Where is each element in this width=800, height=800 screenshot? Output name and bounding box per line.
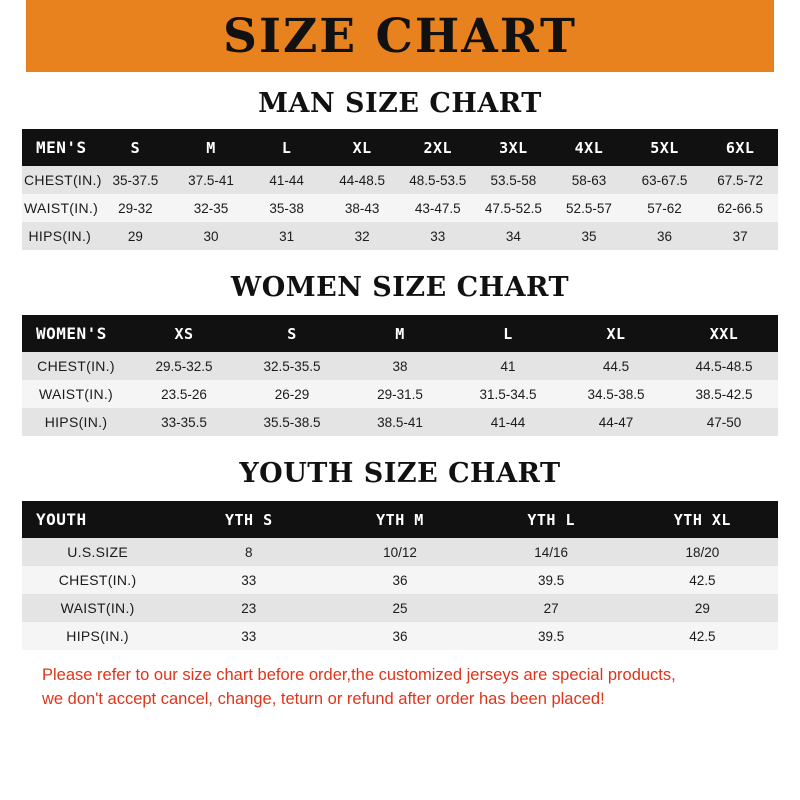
banner: [0, 0, 800, 72]
page-title: SIZE CHART: [223, 8, 577, 64]
table-cell: 44-47: [598, 414, 634, 430]
table-cell: 35: [581, 228, 597, 244]
table-cell: 33-35.5: [161, 414, 207, 430]
table-cell: 29: [694, 600, 710, 616]
table-cell: 38-43: [344, 200, 380, 216]
column-header: 6XL: [725, 138, 755, 157]
table-cell: 44.5-48.5: [695, 358, 753, 374]
table-header-row: [22, 315, 778, 352]
table-cell: 30: [203, 228, 219, 244]
table-cell: 47-50: [706, 414, 742, 430]
footer-note-line-2: we don't accept cancel, change, teturn or refund after order has been placed!: [42, 689, 605, 708]
youth-size-table: [22, 501, 778, 650]
section-title-men: MAN SIZE CHART: [258, 88, 542, 119]
men-table-body: [22, 166, 778, 250]
row-label: WAIST(IN.): [60, 600, 135, 616]
row-label: HIPS(IN.): [44, 414, 108, 430]
women-size-table: [22, 315, 778, 436]
table-cell: 36: [392, 628, 408, 644]
section-title-youth: YOUTH SIZE CHART: [239, 458, 561, 489]
table-cell: 29-31.5: [377, 386, 423, 402]
content: [0, 88, 800, 712]
column-header: XS: [174, 324, 194, 343]
column-header: M: [395, 324, 405, 343]
section-title-women: WOMEN SIZE CHART: [230, 272, 570, 303]
table-cell: 33: [241, 572, 257, 588]
table-cell: 57-62: [647, 200, 682, 216]
table-cell: 26-29: [274, 386, 310, 402]
column-header: XL: [352, 138, 372, 157]
women-table-body: [22, 352, 778, 436]
table-cell: 39.5: [538, 628, 565, 644]
table-cell: 63-67.5: [641, 172, 688, 188]
table-cell: 29-32: [118, 200, 153, 216]
table-cell: 53.5-58: [490, 172, 537, 188]
row-label: WAIST(IN.): [38, 386, 114, 402]
table-cell: 23.5-26: [161, 386, 207, 402]
table-cell: 48.5-53.5: [409, 172, 467, 188]
table-cell: 47.5-52.5: [484, 200, 542, 216]
table-cell: 33: [241, 628, 257, 644]
table-row: [22, 408, 778, 436]
table-cell: 58-63: [571, 172, 607, 188]
table-cell: 35.5-38.5: [263, 414, 321, 430]
column-header: L: [503, 324, 513, 343]
table-cell: 41-44: [269, 172, 304, 188]
table-cell: 25: [392, 600, 408, 616]
column-header: XXL: [709, 324, 739, 343]
table-row: [22, 622, 778, 650]
table-cell: 29.5-32.5: [155, 358, 213, 374]
table-cell: 35-37.5: [112, 172, 159, 188]
table-header-row: [22, 129, 778, 166]
table-cell: 35-38: [269, 200, 304, 216]
table-cell: 67.5-72: [717, 172, 764, 188]
footer-note-line-1: Please refer to our size chart before order,the customized jerseys are special products,: [42, 666, 676, 684]
column-header: YOUTH: [36, 510, 87, 529]
table-row: [22, 538, 778, 566]
table-cell: 39.5: [538, 572, 565, 588]
table-cell: 36: [657, 228, 673, 244]
table-cell: 44-48.5: [339, 172, 386, 188]
table-cell: 34: [505, 228, 521, 244]
table-row: [22, 166, 778, 194]
table-cell: 52.5-57: [566, 200, 612, 216]
table-cell: 32-35: [193, 200, 229, 216]
table-row: [22, 594, 778, 622]
row-label: HIPS(IN.): [66, 628, 129, 644]
column-header: YTH XL: [673, 510, 731, 529]
table-cell: 41: [500, 358, 516, 374]
men-table-header: [22, 129, 778, 166]
table-cell: 62-66.5: [717, 200, 764, 216]
table-cell: 38.5-42.5: [695, 386, 753, 402]
table-cell: 29: [127, 228, 143, 244]
row-label: CHEST(IN.): [37, 358, 115, 374]
column-header: 5XL: [650, 138, 679, 157]
column-header: S: [130, 138, 141, 157]
women-table-header: [22, 315, 778, 352]
column-header: YTH M: [376, 510, 424, 529]
footer-note: [42, 664, 758, 712]
table-cell: 8: [245, 544, 253, 560]
table-row: [22, 566, 778, 594]
table-cell: 36: [392, 572, 408, 588]
row-label: WAIST(IN.): [24, 200, 99, 216]
table-header-row: [22, 501, 778, 538]
column-header: YTH S: [224, 510, 273, 529]
table-cell: 32: [354, 228, 370, 244]
row-label: HIPS(IN.): [28, 228, 92, 244]
row-label: CHEST(IN.): [58, 572, 137, 588]
column-header: 3XL: [499, 138, 528, 157]
row-label: CHEST(IN.): [24, 172, 102, 188]
table-cell: 43-47.5: [414, 200, 461, 216]
youth-table-body: [22, 538, 778, 650]
table-cell: 10/12: [383, 544, 417, 560]
table-row: [22, 222, 778, 250]
table-cell: 33: [430, 228, 446, 244]
table-cell: 31.5-34.5: [479, 386, 537, 402]
table-cell: 31: [279, 228, 295, 244]
table-row: [22, 194, 778, 222]
table-cell: 44.5: [602, 358, 630, 374]
men-size-table: [22, 129, 778, 250]
table-cell: 42.5: [689, 572, 716, 588]
table-cell: 38: [392, 358, 408, 374]
column-header: YTH L: [527, 510, 575, 529]
column-header: L: [281, 138, 292, 157]
table-row: [22, 380, 778, 408]
table-row: [22, 352, 778, 380]
table-cell: 41-44: [490, 414, 526, 430]
table-cell: 18/20: [685, 544, 720, 560]
column-header: M: [206, 138, 216, 157]
table-cell: 34.5-38.5: [587, 386, 645, 402]
column-header: S: [287, 324, 297, 343]
table-cell: 14/16: [534, 544, 569, 560]
youth-table-header: [22, 501, 778, 538]
column-header: 4XL: [574, 138, 604, 157]
column-header: WOMEN'S: [36, 324, 107, 343]
row-label: U.S.SIZE: [67, 544, 128, 560]
table-cell: 23: [241, 600, 257, 616]
table-cell: 38.5-41: [377, 414, 423, 430]
column-header: 2XL: [423, 138, 453, 157]
column-header: XL: [606, 324, 626, 343]
column-header: MEN'S: [36, 138, 87, 157]
table-cell: 42.5: [689, 628, 716, 644]
table-cell: 27: [543, 600, 559, 616]
table-cell: 37: [732, 228, 748, 244]
table-cell: 37.5-41: [188, 172, 234, 188]
table-cell: 32.5-35.5: [263, 358, 321, 374]
